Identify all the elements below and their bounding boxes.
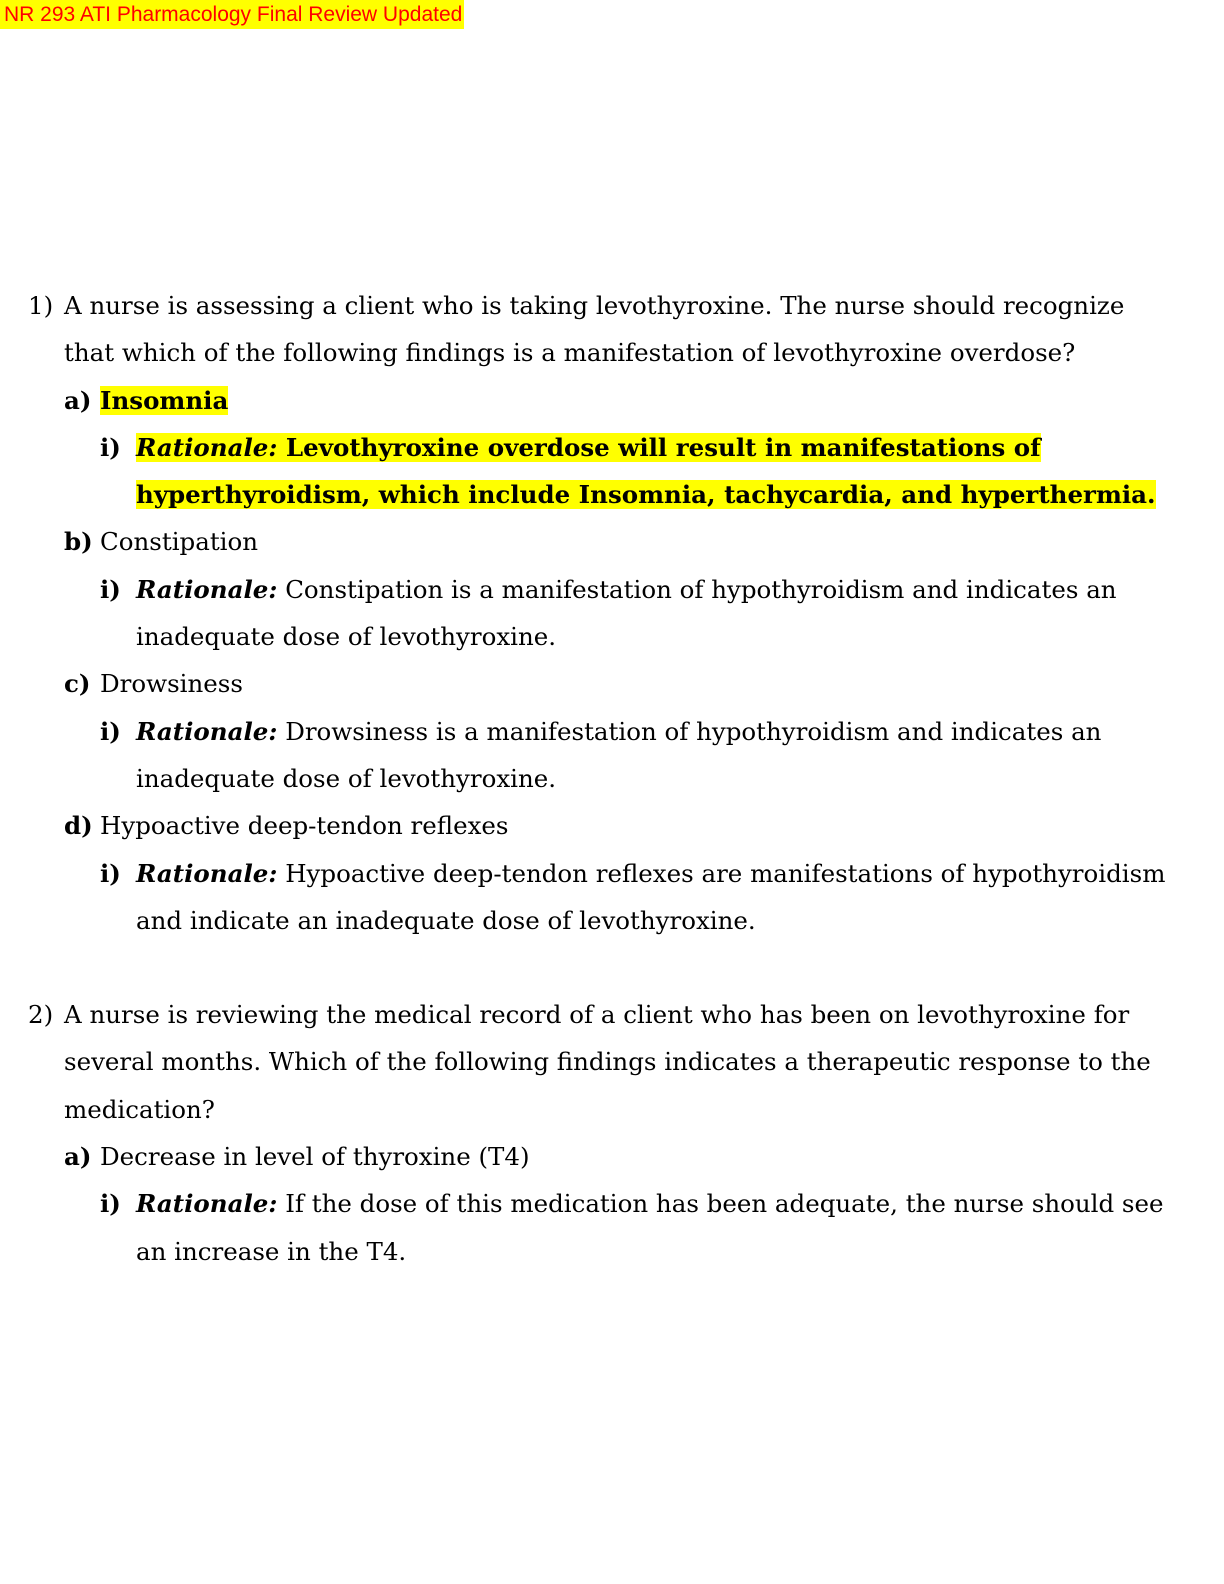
option-label: d) <box>64 811 93 841</box>
question-number: 2) <box>28 1000 54 1030</box>
question-2 <box>28 991 1178 1133</box>
rationale-a <box>100 1180 1178 1275</box>
option-d <box>64 802 1178 849</box>
question-1 <box>28 282 1178 377</box>
option-label: a) <box>64 1142 92 1172</box>
rationale-label: i) <box>100 432 121 462</box>
rationale-b <box>100 566 1178 661</box>
question-text: A nurse is assessing a client who is taking levothyroxine. The nurse should recognize that which of the following findings is a manifestation of levothyroxine overdose? <box>64 291 1125 368</box>
option-text: Hypoactive deep-tendon reflexes <box>100 811 509 841</box>
option-label: c) <box>64 669 91 699</box>
rationale-c <box>100 708 1178 803</box>
rationale-text: Levothyroxine overdose will result in manifestations of hyperthyroidism, which include Insomnia, tachycardia, and hyperthermia. <box>136 432 1156 510</box>
option-label: b) <box>64 527 93 557</box>
document-header-title: NR 293 ATI Pharmacology Final Review Updated <box>0 0 464 29</box>
rationale-text: Drowsiness is a manifestation of hypothyroidism and indicates an inadequate dose of levothyroxine. <box>136 716 1102 793</box>
question-text: A nurse is reviewing the medical record of a client who has been on levothyroxine for several months. Which of the following findings indicates a therapeutic response to the medication? <box>64 1000 1151 1124</box>
rationale-label: i) <box>100 1189 121 1219</box>
question-number: 1) <box>28 291 54 320</box>
option-b <box>64 518 1178 565</box>
rationale-a <box>100 424 1178 519</box>
option-text: Drowsiness <box>100 669 243 699</box>
option-text-highlighted: Insomnia <box>100 385 229 415</box>
rationale-text: If the dose of this medication has been adequate, the nurse should see an increase in the T4. <box>136 1189 1164 1266</box>
option-a <box>64 1133 1178 1180</box>
rationale-d <box>100 850 1178 945</box>
option-a <box>64 377 1178 424</box>
rationale-label: i) <box>100 574 121 604</box>
option-text: Constipation <box>100 527 259 557</box>
rationale-word: Rationale: <box>136 716 278 746</box>
rationale-text: Hypoactive deep-tendon reflexes are manifestations of hypothyroidism and indicate an inadequate dose of levothyroxine. <box>136 858 1166 935</box>
rationale-label: i) <box>100 858 121 888</box>
rationale-word: Rationale: <box>136 1189 278 1219</box>
rationale-word: Rationale: <box>136 574 278 604</box>
rationale-word: Rationale: <box>136 858 278 888</box>
question-spacer <box>28 944 1178 991</box>
rationale-word: Rationale: <box>136 432 278 462</box>
option-label: a) <box>64 385 92 415</box>
option-text: Decrease in level of thyroxine (T4) <box>100 1142 530 1172</box>
option-c <box>64 660 1178 707</box>
rationale-text: Constipation is a manifestation of hypothyroidism and indicates an inadequate dose of levothyroxine. <box>136 574 1117 652</box>
document-body <box>28 282 1178 1275</box>
rationale-label: i) <box>100 716 121 746</box>
